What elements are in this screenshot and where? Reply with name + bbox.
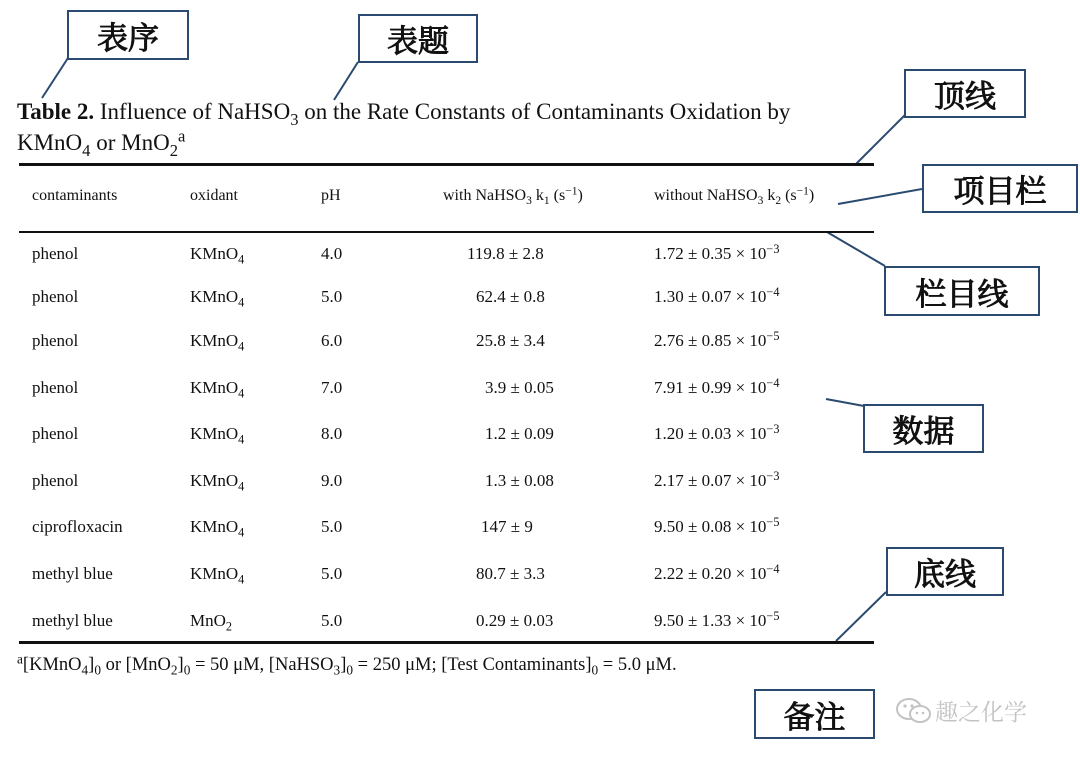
cell-with: 1.2 ± 0.09: [485, 424, 554, 443]
header-sub: 3: [526, 195, 532, 208]
without-text: 2.22 ± 0.20 × 10: [654, 564, 767, 583]
footnote-text: ]: [177, 655, 184, 675]
header-text: k: [763, 187, 776, 204]
cell-with: 80.7 ± 3.3: [476, 564, 545, 583]
footnote-sub: 2: [170, 662, 178, 678]
oxidant-sub: 4: [238, 252, 245, 267]
oxidant-sub: 4: [238, 339, 245, 354]
cell-contaminant: methyl blue: [32, 611, 113, 630]
without-text: 9.50 ± 1.33 × 10: [654, 611, 767, 630]
oxidant-text: KMnO: [190, 517, 239, 536]
without-exp: −5: [766, 328, 780, 343]
oxidant-text: KMnO: [190, 287, 239, 306]
cell-with: 119.8 ± 2.8: [467, 244, 544, 263]
header-sub: 2: [775, 195, 782, 208]
cell-oxidant: [190, 564, 245, 587]
pointer-table-title: [334, 62, 358, 100]
caption-sup: a: [177, 126, 186, 146]
without-exp: −5: [766, 514, 780, 529]
footnote-text: [KMnO: [22, 655, 82, 675]
cell-oxidant: [190, 471, 245, 494]
cell-contaminant: phenol: [32, 287, 79, 306]
oxidant-sub: 4: [238, 572, 245, 587]
oxidant-text: KMnO: [190, 378, 239, 397]
without-exp: −3: [766, 421, 780, 436]
watermark: [895, 694, 1027, 727]
cell-contaminant: phenol: [32, 244, 79, 263]
cell-oxidant: [190, 287, 245, 310]
cell-ph: 4.0: [321, 244, 343, 263]
header-text: with NaHSO: [443, 187, 527, 204]
oxidant-sub: 4: [238, 479, 245, 494]
oxidant-text: KMnO: [190, 244, 239, 263]
footnote-sub: 0: [94, 662, 101, 678]
cell-with: 0.29 ± 0.03: [476, 611, 554, 630]
without-text: 2.76 ± 0.85 × 10: [654, 331, 767, 350]
header-rule: [19, 231, 874, 233]
cell-without: [654, 328, 780, 351]
oxidant-text: KMnO: [190, 564, 239, 583]
caption-text: or MnO: [90, 130, 170, 155]
label-header-row: 项目栏: [922, 164, 1078, 213]
wechat-icon: [895, 697, 933, 725]
oxidant-text: KMnO: [190, 424, 239, 443]
footnote-text: ]: [340, 655, 347, 675]
oxidant-sub: 2: [225, 619, 233, 634]
oxidant-text: MnO: [190, 611, 226, 630]
header-sub: 1: [543, 195, 550, 208]
footnote-sub: 0: [591, 662, 599, 678]
without-exp: −3: [766, 241, 780, 256]
cell-ph: 5.0: [321, 517, 343, 536]
cell-without: [654, 421, 780, 444]
table-number: Table 2.: [17, 99, 95, 124]
header-text: ): [577, 187, 583, 204]
footnote-sub: 0: [183, 662, 191, 678]
oxidant-sub: 4: [238, 386, 245, 401]
watermark-text: 趣之化学: [935, 700, 1027, 726]
footnote-text: ]: [88, 655, 95, 675]
header-text: without NaHSO: [654, 187, 758, 204]
without-text: 1.20 ± 0.03 × 10: [654, 424, 767, 443]
without-exp: −4: [766, 284, 780, 299]
cell-without: [654, 561, 780, 584]
caption-sub: 2: [169, 140, 178, 160]
cell-contaminant: phenol: [32, 331, 79, 350]
footnote-sub: 4: [81, 662, 89, 678]
cell-without: [654, 468, 780, 491]
without-text: 2.17 ± 0.07 × 10: [654, 471, 767, 490]
footnote-text: = 5.0 μM.: [598, 655, 677, 675]
cell-oxidant: [190, 517, 245, 540]
pointer-header-row: [838, 189, 922, 204]
footnote-text: = 50 μM, [NaHSO: [190, 655, 334, 675]
cell-ph: 6.0: [321, 331, 343, 350]
cell-oxidant: [190, 244, 245, 267]
label-table-number: 表序: [67, 10, 189, 60]
oxidant-sub: 4: [238, 525, 245, 540]
header-sup: −1: [796, 185, 809, 198]
without-exp: −4: [766, 561, 780, 576]
without-exp: −4: [766, 375, 780, 390]
oxidant-sub: 4: [238, 295, 245, 310]
cell-contaminant: phenol: [32, 378, 79, 397]
cell-contaminant: ciprofloxacin: [32, 517, 123, 536]
header-with-nahso3: [443, 185, 583, 208]
header-without-nahso3: [654, 185, 815, 208]
header-text: k: [531, 187, 544, 204]
cell-ph: 8.0: [321, 424, 343, 443]
label-table-title: 表题: [358, 14, 478, 63]
cell-oxidant: [190, 611, 233, 634]
caption-text: Influence of NaHSO: [94, 99, 291, 124]
caption-text: on the Rate Constants of Contaminants Oxidation by KMnO: [17, 99, 791, 155]
header-contaminants: contaminants: [32, 187, 118, 204]
bottom-rule: [19, 641, 874, 644]
oxidant-sub: 4: [238, 432, 245, 447]
table-caption: [17, 96, 867, 158]
header-sub: 3: [757, 195, 764, 208]
without-text: 9.50 ± 0.08 × 10: [654, 517, 767, 536]
header-text: (s: [549, 187, 566, 204]
label-header-line: 栏目线: [884, 266, 1040, 316]
cell-without: [654, 375, 780, 398]
without-exp: −3: [766, 468, 780, 483]
cell-oxidant: [190, 424, 245, 447]
cell-without: [654, 284, 780, 307]
cell-with: 25.8 ± 3.4: [476, 331, 545, 350]
label-top-line: 顶线: [904, 69, 1026, 118]
footnote-marker: a: [17, 651, 23, 667]
cell-without: [654, 241, 780, 264]
pointer-data: [826, 399, 864, 406]
without-text: 1.72 ± 0.35 × 10: [654, 244, 767, 263]
caption-sub: 4: [82, 140, 91, 160]
footnote-sub: 0: [346, 662, 354, 678]
oxidant-text: KMnO: [190, 331, 239, 350]
label-bottom-line: 底线: [886, 547, 1004, 596]
without-text: 1.30 ± 0.07 × 10: [654, 287, 767, 306]
cell-ph: 7.0: [321, 378, 343, 397]
footnote-text: = 250 μM; [Test Contaminants]: [353, 655, 592, 675]
cell-ph: 5.0: [321, 287, 343, 306]
cell-contaminant: phenol: [32, 471, 79, 490]
cell-ph: 9.0: [321, 471, 343, 490]
without-exp: −5: [766, 608, 780, 623]
pointer-bottom-line: [836, 592, 886, 641]
label-data: 数据: [863, 404, 984, 453]
cell-with: 147 ± 9: [481, 517, 533, 536]
header-text: (s: [781, 187, 797, 204]
header-sup: −1: [565, 185, 578, 198]
cell-ph: 5.0: [321, 611, 343, 630]
header-oxidant: oxidant: [190, 187, 238, 204]
header-ph: pH: [321, 187, 341, 204]
table-footnote: [17, 651, 677, 678]
header-text: ): [808, 187, 815, 204]
cell-oxidant: [190, 378, 245, 401]
cell-without: [654, 514, 780, 537]
without-text: 7.91 ± 0.99 × 10: [654, 378, 767, 397]
caption-sub: 3: [290, 109, 299, 129]
cell-with: 3.9 ± 0.05: [485, 378, 554, 397]
pointer-table-number: [42, 58, 68, 98]
cell-contaminant: methyl blue: [32, 564, 113, 583]
cell-with: 1.3 ± 0.08: [485, 471, 554, 490]
oxidant-text: KMnO: [190, 471, 239, 490]
footnote-sub: 3: [333, 662, 341, 678]
label-footnote: 备注: [754, 689, 875, 739]
footnote-text: or [MnO: [101, 655, 171, 675]
cell-oxidant: [190, 331, 245, 354]
pointer-header-line: [827, 232, 885, 266]
top-rule: [19, 163, 874, 166]
cell-without: [654, 608, 780, 631]
cell-ph: 5.0: [321, 564, 343, 583]
cell-with: 62.4 ± 0.8: [476, 287, 545, 306]
cell-contaminant: phenol: [32, 424, 79, 443]
